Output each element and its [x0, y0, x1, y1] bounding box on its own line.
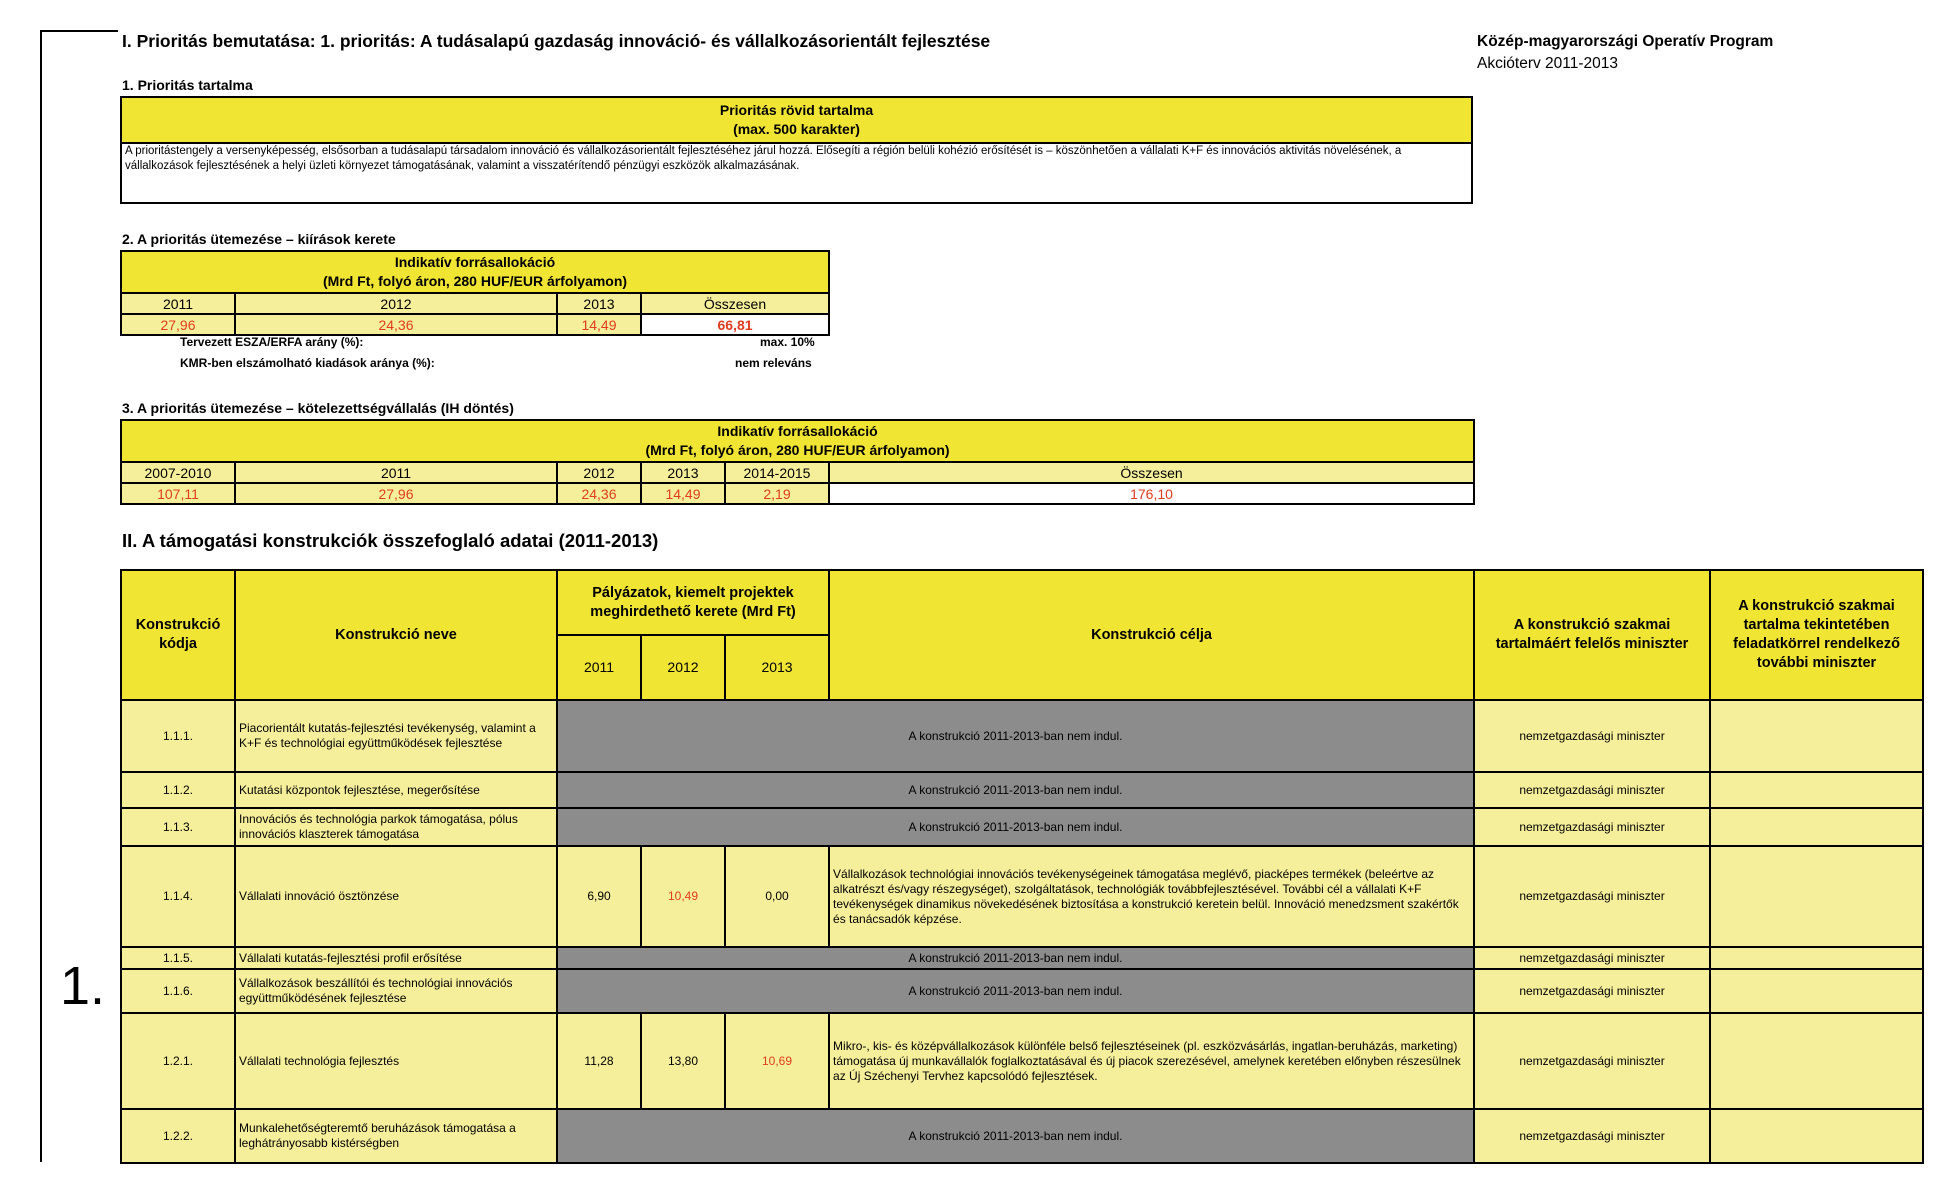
allocation-table-3 — [120, 419, 1475, 505]
table-row — [121, 772, 1923, 808]
row-name: Vállalkozások beszállítói és technológiai innovációs együttműködésének fejlesztése — [235, 969, 557, 1013]
row-code: 1.1.3. — [121, 808, 235, 846]
row-minister: nemzetgazdasági miniszter — [1474, 947, 1710, 969]
allocation-table-2 — [120, 250, 830, 336]
value-2012: 10,49 — [641, 846, 725, 947]
header-budget: Pályázatok, kiemelt projektek meghirdethető kerete (Mrd Ft) — [557, 570, 829, 635]
header-2012: 2012 — [641, 635, 725, 700]
not-started-note: A konstrukció 2011-2013-ban nem indul. — [557, 947, 1474, 969]
header-2011: 2011 — [557, 635, 641, 700]
commitment-header-subtitle: (Mrd Ft, folyó áron, 280 HUF/EUR árfolyamon) — [645, 442, 950, 458]
row-other-minister — [1710, 772, 1923, 808]
period-value: 24,36 — [557, 483, 641, 504]
row-name: Innovációs és technológia parkok támogatása, pólus innovációs klaszterek támogatása — [235, 808, 557, 846]
row-other-minister — [1710, 947, 1923, 969]
not-started-note: A konstrukció 2011-2013-ban nem indul. — [557, 772, 1474, 808]
year-value: 24,36 — [235, 314, 557, 335]
row-code: 1.2.1. — [121, 1013, 235, 1109]
kmr-label: KMR-ben elszámolható kiadások aránya (%): — [180, 356, 435, 370]
row-name: Vállalati kutatás-fejlesztési profil erősítése — [235, 947, 557, 969]
esza-value: max. 10% — [760, 335, 815, 349]
allocation-header-title: Indikatív forrásallokáció — [394, 254, 556, 270]
table-row — [121, 947, 1923, 969]
table-row — [121, 1013, 1923, 1109]
row-other-minister — [1710, 1109, 1923, 1163]
row-minister: nemzetgazdasági miniszter — [1474, 1109, 1710, 1163]
period-value: 14,49 — [641, 483, 725, 504]
row-name: Kutatási központok fejlesztése, megerősítése — [235, 772, 557, 808]
header-code: Konstrukció kódja — [121, 570, 235, 700]
section4-title: II. A támogatási konstrukciók összefoglaló adatai (2011-2013) — [122, 530, 659, 551]
year-value: 14,49 — [557, 314, 641, 335]
table-row — [121, 969, 1923, 1013]
total-value: 176,10 — [829, 483, 1474, 504]
period-header: 2013 — [641, 462, 725, 483]
not-started-note: A konstrukció 2011-2013-ban nem indul. — [557, 808, 1474, 846]
value-2011: 6,90 — [557, 846, 641, 947]
row-minister: nemzetgazdasági miniszter — [1474, 846, 1710, 947]
row-minister: nemzetgazdasági miniszter — [1474, 700, 1710, 772]
row-minister: nemzetgazdasági miniszter — [1474, 969, 1710, 1013]
table-row — [121, 1109, 1923, 1163]
row-code: 1.1.4. — [121, 846, 235, 947]
table-row — [121, 846, 1923, 947]
period-value: 107,11 — [121, 483, 235, 504]
page-frame-line-top — [40, 30, 118, 32]
construction-table — [120, 569, 1924, 1164]
row-minister: nemzetgazdasági miniszter — [1474, 1013, 1710, 1109]
row-name: Vállalati technológia fejlesztés — [235, 1013, 557, 1109]
header-minister: A konstrukció szakmai tartalmáért felelős miniszter — [1474, 570, 1710, 700]
value-2012: 13,80 — [641, 1013, 725, 1109]
section3-title: 3. A prioritás ütemezése – kötelezettségvállalás (IH döntés) — [122, 400, 514, 416]
row-code: 1.2.2. — [121, 1109, 235, 1163]
kmr-value: nem releváns — [735, 356, 812, 370]
section1-title: 1. Prioritás tartalma — [122, 77, 253, 93]
period-header: 2012 — [557, 462, 641, 483]
page-number: 1. — [60, 956, 106, 1016]
period-value: 27,96 — [235, 483, 557, 504]
priority-box-subtitle: (max. 500 karakter) — [733, 121, 860, 137]
allocation-header — [121, 251, 829, 293]
total-header: Összesen — [829, 462, 1474, 483]
total-header: Összesen — [641, 293, 829, 314]
year-value: 27,96 — [121, 314, 235, 335]
year-header: 2013 — [557, 293, 641, 314]
row-minister: nemzetgazdasági miniszter — [1474, 772, 1710, 808]
year-header: 2012 — [235, 293, 557, 314]
row-code: 1.1.1. — [121, 700, 235, 772]
header-other-minister: A konstrukció szakmai tartalma tekintetében feladatkörrel rendelkező további miniszter — [1710, 570, 1923, 700]
period-header: 2011 — [235, 462, 557, 483]
header-goal: Konstrukció célja — [829, 570, 1474, 700]
period-value: 2,19 — [725, 483, 829, 504]
row-code: 1.1.6. — [121, 969, 235, 1013]
row-other-minister — [1710, 700, 1923, 772]
program-name: Közép-magyarországi Operatív Program — [1477, 33, 1774, 50]
commitment-header — [121, 420, 1474, 462]
row-other-minister — [1710, 969, 1923, 1013]
row-code: 1.1.2. — [121, 772, 235, 808]
header-2013: 2013 — [725, 635, 829, 700]
document-title: I. Prioritás bemutatása: 1. prioritás: A tudásalapú gazdaság innováció- és vállalkozásorientált fejlesztése — [122, 31, 991, 51]
page-frame-line — [40, 30, 42, 1162]
row-name: Piacorientált kutatás-fejlesztési tevékenység, valamint a K+F és technológiai együttműködések fejlesztése — [235, 700, 557, 772]
not-started-note: A konstrukció 2011-2013-ban nem indul. — [557, 969, 1474, 1013]
total-value: 66,81 — [641, 314, 829, 335]
row-minister: nemzetgazdasági miniszter — [1474, 808, 1710, 846]
period-header: 2007-2010 — [121, 462, 235, 483]
table-row — [121, 700, 1923, 772]
commitment-header-title: Indikatív forrásallokáció — [717, 423, 878, 439]
row-code: 1.1.5. — [121, 947, 235, 969]
row-other-minister — [1710, 1013, 1923, 1109]
row-goal: Mikro-, kis- és középvállalkozások különféle belső fejlesztéseinek (pl. eszközvásárlás, ingatlan-beruházás, marketing) támogatása új munkavállalók foglalkoztatásával és új piacok szerezésével, amelynek keretében előnyben részesülnek az Új Széchenyi Tervhez kapcsolódó fejlesztések. — [829, 1013, 1474, 1109]
priority-box-title: Prioritás rövid tartalma — [719, 102, 874, 118]
priority-content-table — [120, 96, 1473, 204]
section2-title: 2. A prioritás ütemezése – kiírások kerete — [122, 231, 396, 247]
plan-name: Akcióterv 2011-2013 — [1477, 55, 1619, 72]
row-goal: Vállalkozások technológiai innovációs tevékenységeinek támogatása meglévő, piacképes termékek (beleértve az alkatrészt és/vagy részegységet), szolgáltatások, technológiák továbbfejlesztésével. További cél a vállalati K+F tevékenységek dinamikus növekedésének biztosítása a konstrukció keretein belül. Innováció menedzsment szakértők és tanácsadók képzése. — [829, 846, 1474, 947]
value-2011: 11,28 — [557, 1013, 641, 1109]
allocation-header-subtitle: (Mrd Ft, folyó áron, 280 HUF/EUR árfolyamon) — [322, 273, 628, 289]
value-2013: 0,00 — [725, 846, 829, 947]
priority-box-header — [121, 97, 1472, 143]
row-other-minister — [1710, 808, 1923, 846]
row-name: Munkalehetőségteremtő beruházások támogatása a leghátrányosabb kistérségben — [235, 1109, 557, 1163]
header-name: Konstrukció neve — [235, 570, 557, 700]
not-started-note: A konstrukció 2011-2013-ban nem indul. — [557, 1109, 1474, 1163]
value-2013: 10,69 — [725, 1013, 829, 1109]
not-started-note: A konstrukció 2011-2013-ban nem indul. — [557, 700, 1474, 772]
row-name: Vállalati innováció ösztönzése — [235, 846, 557, 947]
priority-description: A prioritástengely a versenyképesség, elsősorban a tudásalapú társadalom innováció és vállalkozásorientált fejlesztéséhez járul hozzá. Elősegíti a régión belüli kohézió erősítését is – köszönhetően a vállalati K+F és innovációs aktivitás növelésének, a vállalkozások fejlesztésének a helyi üzleti környezet támogatásának, valamint a visszatérítendő pénzügyi eszközök alkalmazásának. — [121, 143, 1472, 203]
year-header: 2011 — [121, 293, 235, 314]
period-header: 2014-2015 — [725, 462, 829, 483]
table-row — [121, 808, 1923, 846]
row-other-minister — [1710, 846, 1923, 947]
esza-label: Tervezett ESZA/ERFA arány (%): — [180, 335, 364, 349]
